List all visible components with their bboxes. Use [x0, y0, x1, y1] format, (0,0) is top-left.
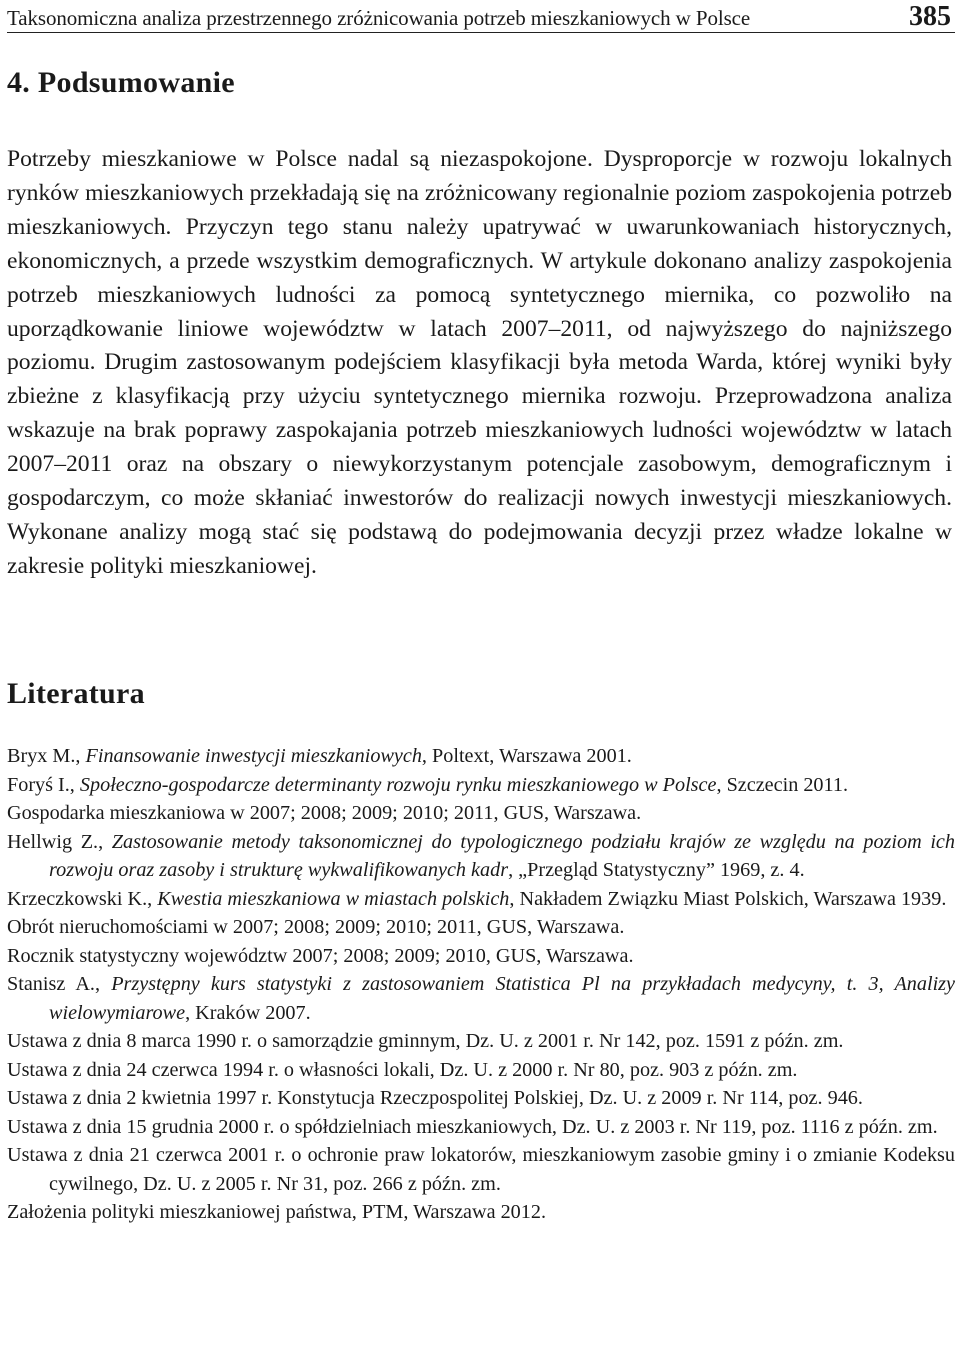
reference-item: [7, 942, 955, 971]
reference-author: Stanisz A.,: [7, 973, 112, 995]
reference-author: Krzeczkowski K.,: [7, 887, 158, 910]
reference-author: Ustawa z dnia 8 marca 1990 r. o samorządzie gminnym, Dz. U. z 2001 r. Nr 142, poz. 1591 z późn. zm.: [7, 1030, 844, 1052]
reference-item: [7, 1084, 955, 1113]
reference-author: Bryx M.,: [7, 745, 86, 767]
reference-title: Kwestia mieszkaniowa w miastach polskich: [157, 887, 510, 910]
reference-author: Ustawa z dnia 21 czerwca 2001 r. o ochronie praw lokatorów, mieszkaniowym zasobie gminy i o zmianie Kodeksu cywilnego, Dz. U. z 2005 r. Nr 31, poz. 266 z późn. zm.: [7, 1144, 955, 1195]
reference-author: Ustawa z dnia 24 czerwca 1994 r. o własności lokali, Dz. U. z 2000 r. Nr 80, poz. 903 z późn. zm.: [7, 1058, 798, 1081]
reference-details: , Nakładem Związku Miast Polskich, Warszawa 1939.: [509, 887, 947, 910]
reference-title: Społeczno-gospodarcze determinanty rozwoju rynku mieszkaniowego w Polsce: [79, 773, 717, 796]
reference-details: , „Przegląd Statystyczny” 1969, z. 4.: [508, 859, 805, 881]
reference-item: [7, 742, 955, 771]
summary-paragraph: Potrzeby mieszkaniowe w Polsce nadal są niezaspokojone. Dysproporcje w rozwoju lokalnych rynków mieszkaniowych przekładają się na zróżnicowany regionalnie poziom zaspokojenia potrzeb mieszkaniowych. Przyczyn tego stanu należy upatrywać w uwarunkowaniach historycznych, ekonomicznych, a przede wszystkim demograficznych. W artykule dokonano analizy zaspokojenia potrzeb mieszkaniowych ludności za pomocą syntetycznego miernika, co pozwoliło na uporządkowanie liniowe województw w latach 2007–2011, od najwyższego do najniższego poziomu. Drugim zastosowanym podejściem klasyfikacji była metoda Warda, której wyniki były zbieżne z klasyfikacją przy użyciu syntetycznego miernika rozwoju. Przeprowadzona analiza wskazuje na brak poprawy zaspokajania potrzeb mieszkaniowych ludności województw w latach 2007–2011 oraz na obszary o niewykorzystanym potencjale zasobowym, demograficznym i gospodarczym, co może skłaniać inwestorów do realizacji nowych inwestycji mieszkaniowych. Wykonane analizy mogą stać się podstawą do podejmowania decyzji przez władze lokalne w zakresie polityki mieszkaniowej.: [7, 146, 952, 579]
reference-author: Gospodarka mieszkaniowa w 2007; 2008; 2009; 2010; 2011, GUS, Warszawa.: [7, 802, 642, 824]
reference-item: [7, 771, 955, 800]
reference-author: Rocznik statystyczny województw 2007; 2008; 2009; 2010, GUS, Warszawa.: [7, 944, 634, 967]
page-number: 385: [909, 1, 951, 32]
running-header: [7, 2, 955, 33]
reference-author: Hellwig Z.,: [7, 830, 112, 853]
reference-list: [7, 742, 955, 1227]
reference-details: , Poltext, Warszawa 2001.: [421, 745, 632, 767]
reference-title: Przystępny kurs statystyki z zastosowaniem Statistica Pl na przykładach medycyny, t. 3, Analizy wielowymiarowe: [49, 973, 955, 1024]
reference-item: [7, 1113, 955, 1142]
reference-author: Ustawa z dnia 2 kwietnia 1997 r. Konstytucja Rzeczpospolitej Polskiej, Dz. U. z 2009 r. Nr 114, poz. 946.: [7, 1087, 863, 1109]
reference-item: [7, 799, 955, 828]
reference-title: Finansowanie inwestycji mieszkaniowych: [85, 745, 422, 767]
reference-item: [7, 828, 955, 885]
reference-item: [7, 885, 955, 914]
reference-item: [7, 1198, 955, 1227]
reference-author: Foryś I.,: [7, 773, 80, 796]
reference-item: [7, 970, 955, 1027]
section-heading-literature: Literatura: [7, 677, 145, 710]
section-heading-summary: 4. Podsumowanie: [7, 66, 235, 99]
running-title: Taksonomiczna analiza przestrzennego zróżnicowania potrzeb mieszkaniowych w Polsce: [7, 6, 751, 30]
reference-author: Założenia polityki mieszkaniowej państwa, PTM, Warszawa 2012.: [7, 1201, 546, 1223]
reference-details: , Kraków 2007.: [185, 1001, 311, 1024]
reference-details: , Szczecin 2011.: [716, 773, 849, 796]
reference-item: [7, 1027, 955, 1056]
reference-item: [7, 913, 955, 942]
reference-item: [7, 1056, 955, 1085]
reference-title: Zastosowanie metody taksonomicznej do typologicznego podziału krajów ze względu na poziom ich rozwoju oraz zasoby i strukturę wykwalifikowanych kadr: [49, 830, 955, 881]
reference-author: Obrót nieruchomościami w 2007; 2008; 2009; 2010; 2011, GUS, Warszawa.: [7, 916, 625, 938]
reference-item: [7, 1141, 955, 1198]
reference-author: Ustawa z dnia 15 grudnia 2000 r. o spółdzielniach mieszkaniowych, Dz. U. z 2003 r. Nr 119, poz. 1116 z późn. zm.: [7, 1115, 938, 1138]
